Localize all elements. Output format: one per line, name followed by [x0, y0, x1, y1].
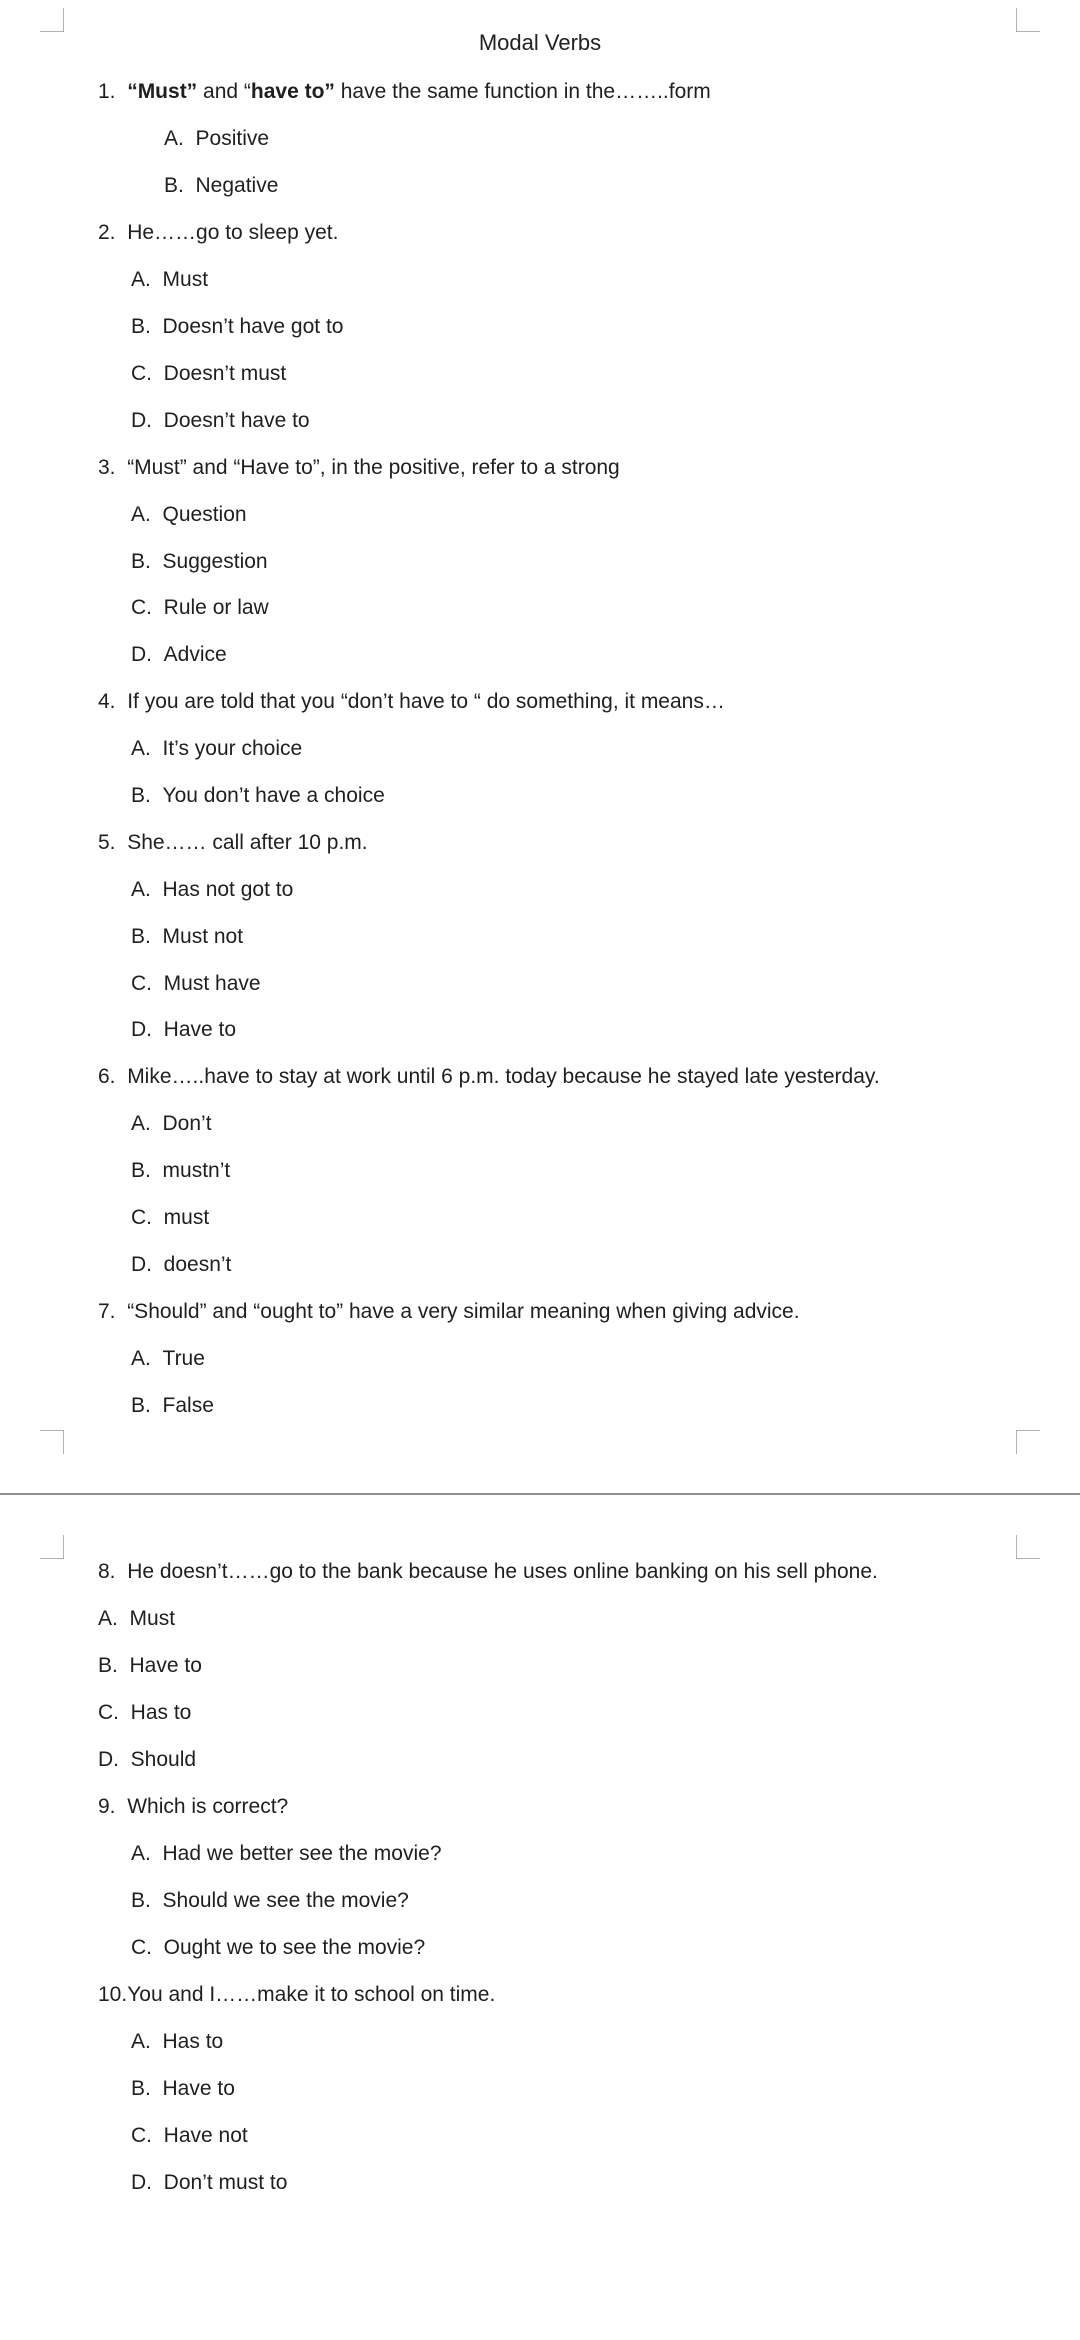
question-5 [98, 828, 368, 858]
option-text: False [162, 1394, 214, 1417]
option-text: Should we see the movie? [162, 1889, 409, 1912]
question-text: “Should” and “ought to” have a very similar meaning when giving advice. [127, 1300, 800, 1323]
option-text: Positive [195, 127, 270, 150]
option-letter: C. [98, 1701, 119, 1724]
option-text: Must [162, 268, 209, 291]
option-letter: C. [131, 972, 152, 995]
question-number: 9. [98, 1795, 116, 1818]
option-letter: A. [131, 1347, 151, 1370]
question-number: 10. [98, 1983, 128, 2006]
option [131, 640, 227, 670]
option-letter: C. [131, 2124, 152, 2147]
option [131, 406, 310, 436]
option [131, 1250, 231, 1280]
option-text: Negative [195, 174, 279, 197]
option [131, 1886, 409, 1916]
question-text-bold: have to” [250, 80, 335, 103]
option [131, 969, 261, 999]
option-letter: A. [131, 878, 151, 901]
option [131, 1933, 425, 1963]
option [131, 265, 208, 295]
option-letter: A. [98, 1607, 118, 1630]
crop-mark-top-left-icon [40, 1535, 64, 1559]
option [131, 922, 243, 952]
option-letter: A. [131, 2030, 151, 2053]
option [131, 359, 286, 389]
question-4 [98, 687, 725, 717]
question-text: Mike…..have to stay at work until 6 p.m. today because he stayed late yesterday. [127, 1065, 880, 1088]
option-letter: B. [131, 2077, 151, 2100]
question-number: 3. [98, 456, 116, 479]
option [131, 2168, 287, 2198]
question-8 [98, 1557, 878, 1587]
option-text: Don’t [162, 1112, 212, 1135]
question-number: 5. [98, 831, 116, 854]
option-text: Must [129, 1607, 176, 1630]
option [98, 1604, 175, 1634]
option-text: mustn’t [162, 1159, 231, 1182]
question-text: If you are told that you “don’t have to “ do something, it means… [127, 690, 725, 713]
question-7 [98, 1297, 800, 1327]
option-letter: D. [131, 1018, 152, 1041]
option-letter: B. [131, 784, 151, 807]
option-text: Should [130, 1748, 197, 1771]
option [131, 734, 302, 764]
option-text: Question [162, 503, 247, 526]
option-text: Doesn’t have to [163, 409, 310, 432]
question-number: 2. [98, 221, 116, 244]
option-letter: B. [131, 1394, 151, 1417]
option-text: True [162, 1347, 205, 1370]
question-text: She…… call after 10 p.m. [127, 831, 368, 854]
option [164, 124, 269, 154]
option [131, 500, 247, 530]
option-letter: A. [131, 268, 151, 291]
option-letter: D. [131, 409, 152, 432]
question-6 [98, 1062, 880, 1092]
question-2 [98, 218, 338, 248]
option-text: Had we better see the movie? [162, 1842, 442, 1865]
option [131, 1344, 205, 1374]
option-letter: A. [131, 1112, 151, 1135]
question-text: He doesn’t……go to the bank because he uses online banking on his sell phone. [127, 1560, 878, 1583]
option-text: Have to [162, 2077, 235, 2100]
option-text: Rule or law [163, 596, 269, 619]
option-text: Ought we to see the movie? [163, 1936, 426, 1959]
option-text: You don’t have a choice [162, 784, 385, 807]
option-text: Has not got to [162, 878, 294, 901]
question-text: and “ [197, 80, 251, 103]
option-text: Has to [130, 1701, 192, 1724]
option [131, 2121, 248, 2151]
option-letter: D. [131, 1253, 152, 1276]
question-9 [98, 1792, 288, 1822]
option-letter: A. [131, 737, 151, 760]
option [131, 1156, 230, 1186]
option [131, 1839, 442, 1869]
question-10 [98, 1980, 495, 2010]
option-text: Must not [162, 925, 244, 948]
question-number: 1. [98, 80, 116, 103]
option [131, 2074, 235, 2104]
option-letter: B. [98, 1654, 118, 1677]
option-text: Have to [129, 1654, 202, 1677]
crop-mark-bottom-right-icon [1016, 1430, 1040, 1454]
option [131, 1109, 212, 1139]
option [131, 875, 293, 905]
question-number: 4. [98, 690, 116, 713]
option-text: Advice [163, 643, 227, 666]
question-text: Which is correct? [127, 1795, 289, 1818]
option-text: Have to [163, 1018, 237, 1041]
option [131, 1391, 214, 1421]
option [131, 781, 385, 811]
page-break-divider [0, 1493, 1080, 1495]
question-text-bold: “Must” [127, 80, 198, 103]
question-text: He……go to sleep yet. [127, 221, 339, 244]
option-text: Doesn’t must [163, 362, 287, 385]
option [131, 547, 268, 577]
option [131, 593, 269, 623]
option-text: Must have [163, 972, 261, 995]
option-letter: C. [131, 1206, 152, 1229]
option-letter: B. [131, 550, 151, 573]
option [131, 1015, 236, 1045]
question-1 [98, 77, 711, 107]
option-text: Suggestion [162, 550, 268, 573]
crop-mark-top-right-icon [1016, 8, 1040, 32]
option-text: Doesn’t have got to [162, 315, 344, 338]
option-letter: C. [131, 1936, 152, 1959]
option-letter: A. [164, 127, 184, 150]
option-letter: B. [131, 1159, 151, 1182]
question-number: 8. [98, 1560, 116, 1583]
option-letter: A. [131, 503, 151, 526]
page-title: Modal Verbs [478, 30, 602, 55]
option-text: doesn’t [163, 1253, 232, 1276]
option-letter: B. [131, 925, 151, 948]
option [131, 2027, 223, 2057]
option-letter: D. [98, 1748, 119, 1771]
question-text: “Must” and “Have to”, in the positive, refer to a strong [127, 456, 620, 479]
crop-mark-bottom-left-icon [40, 1430, 64, 1454]
option-letter: B. [164, 174, 184, 197]
option-text: Has to [162, 2030, 224, 2053]
option-letter: B. [131, 1889, 151, 1912]
option-text: Have not [163, 2124, 248, 2147]
option-text: It’s your choice [162, 737, 303, 760]
option-letter: B. [131, 315, 151, 338]
crop-mark-top-right-icon [1016, 1535, 1040, 1559]
option-text: Don’t must to [163, 2171, 288, 2194]
question-text: You and I……make it to school on time. [127, 1983, 496, 2006]
question-3 [98, 453, 620, 483]
crop-mark-top-left-icon [40, 8, 64, 32]
question-number: 7. [98, 1300, 116, 1323]
option [131, 312, 343, 342]
question-text: have the same function in the……..form [334, 80, 711, 103]
option-letter: A. [131, 1842, 151, 1865]
option [164, 171, 278, 201]
option-letter: D. [131, 643, 152, 666]
option [98, 1698, 191, 1728]
option [98, 1745, 196, 1775]
option-letter: D. [131, 2171, 152, 2194]
option-text: must [163, 1206, 210, 1229]
option [98, 1651, 202, 1681]
question-number: 6. [98, 1065, 116, 1088]
option-letter: C. [131, 596, 152, 619]
option-letter: C. [131, 362, 152, 385]
option [131, 1203, 209, 1233]
